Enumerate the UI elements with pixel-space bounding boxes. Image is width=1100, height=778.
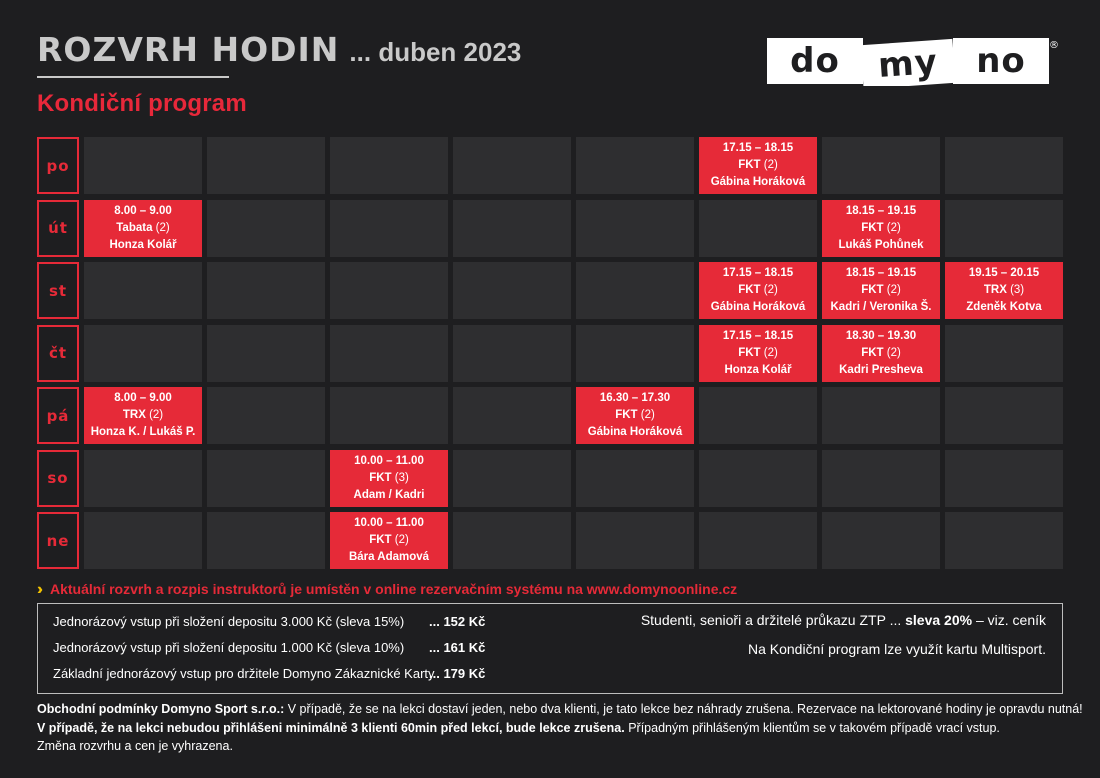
empty-cell: [84, 450, 202, 507]
lesson-cell: [822, 325, 940, 382]
title-period: ... duben 2023: [349, 37, 522, 67]
logo-text-no: no: [976, 41, 1026, 81]
lesson: [822, 325, 940, 382]
lesson-trainer: Gábina Horáková: [710, 176, 806, 188]
empty-cell: [945, 387, 1063, 444]
lesson-type: FKT: [369, 471, 392, 484]
lesson-time: 10.00 – 11.00: [354, 517, 424, 529]
terms-warning: V případě, že na lekci nebudou přihlášeni minimálně 3 klienti 60min před lekcí, bude lekce zrušena.: [37, 720, 625, 735]
lesson-trainer: Gábina Horáková: [587, 426, 683, 438]
lesson-trainer: Lukáš Pohůnek: [838, 238, 924, 251]
terms-line-1: [37, 700, 1083, 719]
lesson-capacity: (2): [394, 534, 409, 546]
empty-cell: [576, 200, 694, 257]
lesson-name: [369, 532, 409, 549]
lesson-time: 8.00 – 9.00: [114, 392, 172, 404]
title-main: ROZVRH HODIN: [37, 30, 340, 69]
empty-cell: [453, 262, 571, 319]
empty-cell: [699, 387, 817, 444]
empty-cell: [822, 450, 940, 507]
price-label: Jednorázový vstup při složení depositu 3.000 Kč (sleva 15%): [53, 614, 405, 629]
empty-cell: [822, 387, 940, 444]
lesson-name: [738, 282, 778, 299]
lesson-time: 16.30 – 17.30: [599, 392, 671, 404]
lesson-cell: [576, 387, 694, 444]
multisport-text: Na Kondiční program lze využít kartu Multisport.: [747, 641, 1046, 657]
lesson-cell: [699, 137, 817, 194]
empty-cell: [576, 512, 694, 569]
empty-cell: [207, 325, 325, 382]
lesson-trainer: Bára Adamová: [348, 551, 430, 563]
empty-cell: [453, 450, 571, 507]
lesson-capacity: (2): [763, 159, 778, 171]
empty-cell: [453, 387, 571, 444]
empty-cell: [576, 262, 694, 319]
lesson-trainer: Zdeněk Kotva: [966, 301, 1042, 313]
online-notice: [37, 581, 737, 599]
day-label: pá: [37, 387, 79, 444]
empty-cell: [453, 325, 571, 382]
lesson-cell: [945, 262, 1063, 319]
empty-cell: [330, 325, 448, 382]
lesson-trainer: Kadri / Veronika Š.: [830, 301, 932, 313]
lesson-type: FKT: [738, 284, 761, 296]
price-row: [53, 666, 486, 681]
day-label: čt: [37, 325, 79, 382]
domyno-logo: [767, 38, 1062, 86]
discount-text: [641, 612, 1046, 628]
day-label: so: [37, 450, 79, 507]
day-label: st: [37, 262, 79, 319]
discount-amount: sleva 20%: [905, 612, 973, 628]
lesson-type: FKT: [861, 284, 884, 296]
lesson: [330, 512, 448, 569]
lesson-time: 8.00 – 9.00: [114, 204, 172, 217]
day-label: út: [37, 200, 79, 257]
terms-line-2: [37, 719, 1083, 738]
logo-registered: ®: [1049, 40, 1059, 51]
price-row: [53, 640, 486, 655]
lesson-time: 18.15 – 19.15: [845, 267, 917, 279]
lesson-type: TRX: [983, 284, 1007, 296]
lesson: [945, 262, 1063, 319]
empty-cell: [576, 137, 694, 194]
lesson-name: [615, 407, 655, 424]
lesson-name: [861, 282, 901, 299]
program-title: Kondiční program: [37, 90, 247, 117]
terms-text: V případě, že se na lekci dostaví jeden, nebo dva klienti, je tato lekce bez náhrady zrušena. Rezervace na lektorované hodiny je opravdu nutná!: [287, 702, 1083, 716]
lesson: [84, 387, 202, 444]
lesson-type: FKT: [369, 534, 392, 546]
empty-cell: [453, 512, 571, 569]
empty-cell: [699, 512, 817, 569]
lesson-type: FKT: [738, 346, 761, 359]
lesson-cell: [84, 200, 202, 257]
lesson: [576, 387, 694, 444]
lesson-cell: [330, 450, 448, 507]
empty-cell: [699, 200, 817, 257]
lesson-cell: [822, 262, 940, 319]
empty-cell: [453, 137, 571, 194]
empty-cell: [945, 325, 1063, 382]
empty-cell: [576, 325, 694, 382]
lesson-time: 18.30 – 19.30: [845, 329, 917, 342]
price-label: Jednorázový vstup při složení depositu 1.000 Kč (sleva 10%): [53, 640, 405, 655]
empty-cell: [330, 387, 448, 444]
lesson: [822, 262, 940, 319]
day-label: po: [37, 137, 79, 194]
lesson-capacity: (2): [763, 284, 778, 296]
lesson-trainer: Honza Kolář: [724, 363, 792, 376]
empty-cell: [330, 262, 448, 319]
empty-cell: [207, 450, 325, 507]
lesson-cell: [822, 200, 940, 257]
lesson-cell: [699, 262, 817, 319]
price-value: ... 152 Kč: [429, 614, 486, 629]
price-label: Základní jednorázový vstup pro držitele Domyno Zákaznické Karty: [53, 666, 435, 681]
empty-cell: [453, 200, 571, 257]
lesson-type: Tabata: [116, 221, 153, 234]
lesson-name: [861, 345, 901, 362]
lesson-name: [369, 470, 409, 487]
logo-text-do: do: [790, 41, 840, 81]
empty-cell: [84, 325, 202, 382]
lesson-name: [123, 407, 163, 424]
empty-cell: [84, 137, 202, 194]
lesson-trainer: Honza Kolář: [109, 238, 177, 251]
empty-cell: [945, 512, 1063, 569]
terms-heading: Obchodní podmínky Domyno Sport s.r.o.:: [37, 702, 285, 716]
empty-cell: [576, 450, 694, 507]
lesson: [84, 200, 202, 257]
notice-text: Aktuální rozvrh a rozpis instruktorů je umístěn v online rezervačním systému na www.domynoonline.cz: [49, 581, 738, 597]
empty-cell: [207, 200, 325, 257]
lesson-name: [116, 220, 169, 237]
lesson: [699, 325, 817, 382]
lesson-capacity: (2): [886, 284, 901, 296]
lesson-trainer: Gábina Horáková: [710, 301, 806, 313]
lesson-type: FKT: [861, 346, 884, 359]
empty-cell: [207, 512, 325, 569]
lesson-type: FKT: [615, 409, 638, 421]
price-box: [37, 603, 1063, 694]
lesson: [822, 200, 940, 257]
empty-cell: [822, 137, 940, 194]
lesson-capacity: (2): [886, 221, 901, 234]
lesson-capacity: (2): [640, 409, 655, 421]
empty-cell: [822, 512, 940, 569]
lesson-trainer: Honza K. / Lukáš P.: [90, 426, 196, 438]
empty-cell: [330, 200, 448, 257]
terms-line-3: Změna rozvrhu a cen je vyhrazena.: [37, 739, 233, 753]
day-label: ne: [37, 512, 79, 569]
price-row: [53, 614, 486, 629]
empty-cell: [330, 137, 448, 194]
lesson-time: 19.15 – 20.15: [968, 267, 1040, 279]
lesson-trainer: Adam / Kadri: [353, 488, 425, 501]
lesson-name: [861, 220, 901, 237]
lesson-cell: [330, 512, 448, 569]
lesson-name: [738, 345, 778, 362]
lesson-capacity: (2): [149, 409, 164, 421]
empty-cell: [207, 262, 325, 319]
lesson-time: 18.15 – 19.15: [845, 204, 917, 217]
price-value: ... 179 Kč: [429, 666, 486, 681]
empty-cell: [84, 262, 202, 319]
lesson-capacity: (2): [886, 346, 901, 359]
lesson-capacity: (3): [394, 471, 409, 484]
lesson-time: 17.15 – 18.15: [722, 329, 794, 342]
terms-text: Případným přihlášeným klientům se v takovém případě vrací vstup.: [628, 720, 1000, 735]
empty-cell: [945, 137, 1063, 194]
lesson-capacity: (2): [155, 221, 170, 234]
empty-cell: [945, 200, 1063, 257]
lesson-type: FKT: [738, 159, 761, 171]
empty-cell: [945, 450, 1063, 507]
empty-cell: [207, 387, 325, 444]
chevrons-icon: ›››: [37, 581, 38, 598]
terms: [37, 700, 1083, 756]
lesson-name: [984, 282, 1024, 299]
empty-cell: [207, 137, 325, 194]
lesson-capacity: (3): [1010, 284, 1025, 296]
price-value: ... 161 Kč: [429, 640, 486, 655]
lesson-time: 17.15 – 18.15: [722, 142, 794, 154]
logo-text-my: my: [876, 41, 940, 86]
lesson-name: [738, 157, 778, 174]
empty-cell: [699, 450, 817, 507]
lesson: [699, 262, 817, 319]
lesson-cell: [84, 387, 202, 444]
lesson: [699, 137, 817, 194]
page-title: [37, 30, 521, 70]
lesson-trainer: Kadri Presheva: [839, 363, 923, 376]
empty-cell: [84, 512, 202, 569]
lesson-type: FKT: [861, 221, 884, 234]
lesson-capacity: (2): [763, 346, 778, 359]
lesson-type: TRX: [122, 409, 146, 421]
discount-post: – viz. ceník: [975, 612, 1046, 628]
lesson-time: 10.00 – 11.00: [354, 454, 424, 467]
title-underline: [37, 76, 229, 78]
lesson: [330, 450, 448, 507]
lesson-cell: [699, 325, 817, 382]
lesson-time: 17.15 – 18.15: [722, 267, 794, 279]
discount-pre: Studenti, senioři a držitelé průkazu ZTP ...: [640, 612, 902, 628]
